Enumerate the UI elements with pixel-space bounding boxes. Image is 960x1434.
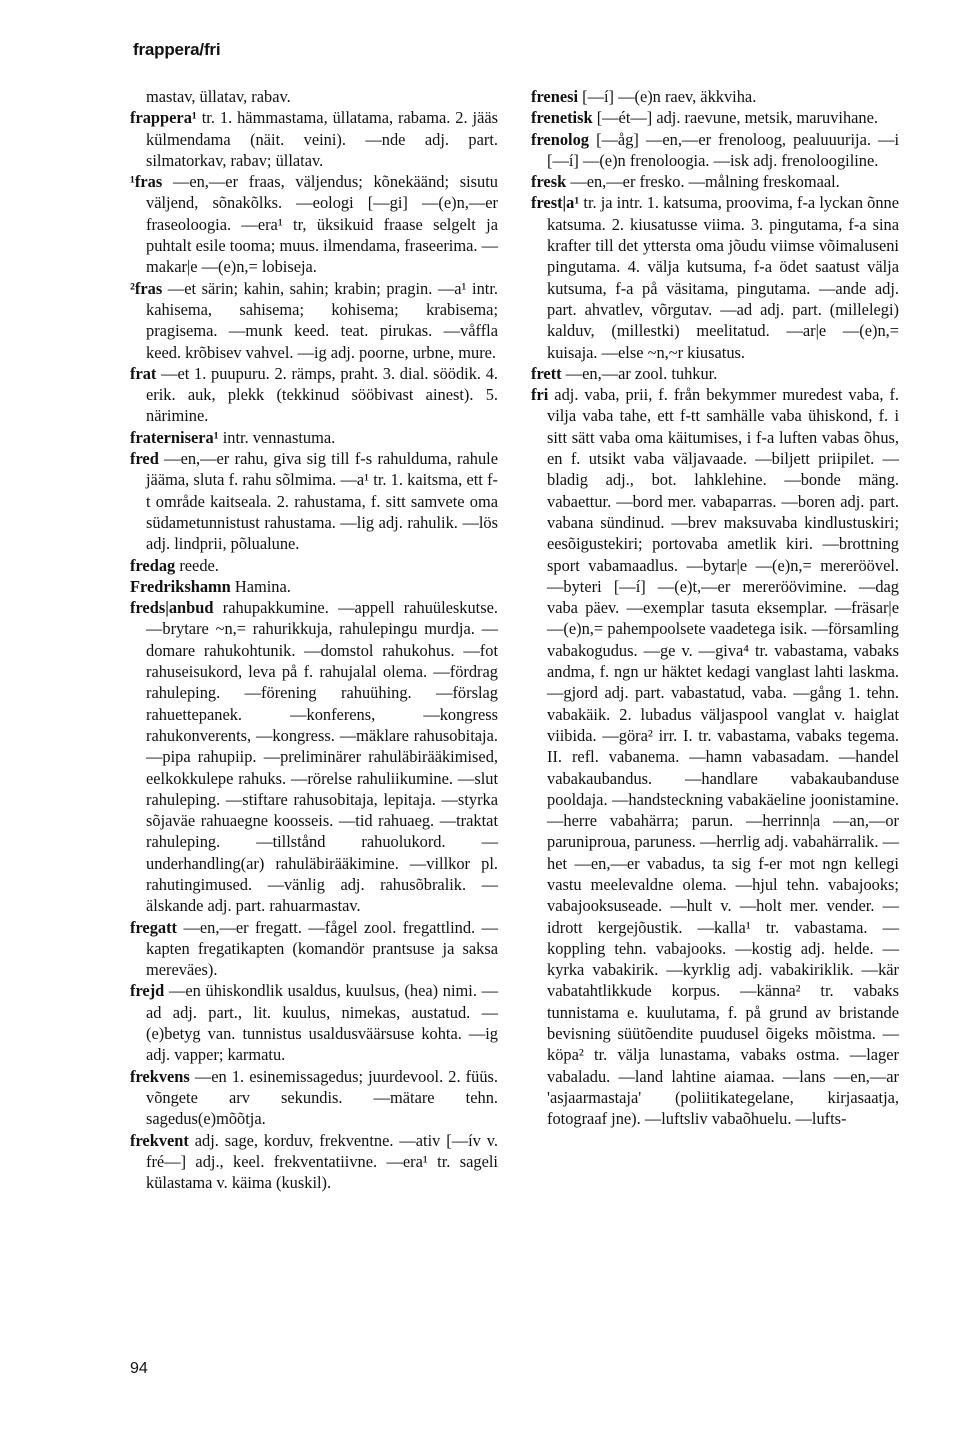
entry-headword: frekvent xyxy=(130,1130,189,1150)
entry-definition: mastav, üllatav, rabav. xyxy=(146,87,291,106)
entry-definition: —en,—ar zool. tuhkur. xyxy=(561,363,718,383)
dictionary-entry xyxy=(531,107,899,128)
entry-definition: —en ühiskondlik usaldus, kuulsus, (hea) nimi. —ad adj. part., lit. kuulus, nimekas, austatud. —(e)betyg van. tunnistus usaldusväärsuse kohta. —ig adj. vapper; karmatu. xyxy=(146,981,498,1065)
dictionary-entry xyxy=(531,384,899,1129)
entry-definition: rahupakkumine. —appell rahuüleskutse. —brytare ~n,= rahurikkuja, rahulepingu murdja. —domare rahukohtunik. —domstol rahukohus. —fot rahuseisukord, leva på f. rahujalal olema. —fördrag rahuleping. —förening rahuühing. —förslag rahuettepanek. —konferens, —kongress rahukonverents, —kongress. —mäklare rahusobitaja. —pipa rahupiip. —preliminärer rahuläbirääkimised, eelkokkulepe rahuks. —rörelse rahuliikumine. —slut rahuleping. —stiftare rahusobitaja, lepitaja. —styrka sõjaväe rahuaegne koosseis. —tid rahuaeg. —traktat rahuleping. —tillstånd rahuolukord. —underhandling(ar) rahuläbirääkimine. —villkor pl. rahutingimused. —vänlig adj. rahusõbralik. —älskande adj. part. rahuarmastav. xyxy=(146,598,498,916)
entry-headword: fred xyxy=(130,449,159,469)
left-column xyxy=(130,86,498,1193)
entry-definition: tr. 1. hämmastama, üllatama, rabama. 2. jääs külmendama (näit. veini). —nde adj. part. silmatorkav, rabav; üllatav. xyxy=(146,108,498,170)
entry-headword: fregatt xyxy=(130,917,178,937)
entry-headword: frenesi xyxy=(531,87,579,106)
dictionary-entry xyxy=(130,363,498,427)
dictionary-entry xyxy=(531,192,899,362)
entry-headword: frenolog xyxy=(531,129,589,149)
dictionary-entry xyxy=(130,917,498,981)
entry-headword: frappera¹ xyxy=(130,108,197,128)
dictionary-entry xyxy=(130,597,498,916)
entry-headword: frat xyxy=(130,363,157,383)
dictionary-entry xyxy=(130,107,498,171)
entry-definition: Hamina. xyxy=(230,576,291,596)
entry-definition: —en 1. esinemissagedus; juurdevool. 2. füüs. võngete arv sekundis. —mätare tehn. sagedus(e)mõõtja. xyxy=(146,1066,498,1129)
entry-definition: intr. vennastuma. xyxy=(218,427,336,447)
entry-headword: frenetisk xyxy=(531,108,593,128)
entry-headword: ¹fras xyxy=(130,172,163,192)
entry-definition: —en,—er fregatt. —fågel zool. fregattlind. —kapten fregatikapten (komandör prantsuse ja saksa mereväes). xyxy=(146,917,498,980)
entry-headword: frest|a¹ xyxy=(531,193,580,213)
dictionary-entry xyxy=(130,448,498,554)
entry-headword: fraternisera¹ xyxy=(130,427,219,447)
dictionary-entry xyxy=(130,980,498,1065)
entry-definition: [—ét—] adj. raevune, metsik, maruvihane. xyxy=(592,108,878,128)
entry-definition: adj. sage, korduv, frekventne. —ativ [—ív v. fré—] adj., keel. frekventatiivne. —era¹ tr. sageli külastama v. käima (kuskil). xyxy=(146,1130,498,1193)
dictionary-entry xyxy=(130,427,498,448)
entry-headword: fri xyxy=(531,385,549,405)
entry-headword: frett xyxy=(531,363,562,383)
entry-definition: reede. xyxy=(175,555,219,575)
dictionary-entry xyxy=(130,1130,498,1194)
entry-headword: frekvens xyxy=(130,1066,190,1086)
entry-definition: —et 1. puupuru. 2. rämps, praht. 3. dial. söödik. 4. erik. auk, plekk (tekkinud sööbivast ainest). 5. närimine. xyxy=(146,363,498,426)
dictionary-entry xyxy=(531,171,899,192)
entry-definition: adj. vaba, prii, f. från bekymmer muredest vaba, f. vilja vaba tahe, ett f-tt samhälle vaba ühiskond, f. i sitt sätt vaba oma käitumises, i f-a luften vabas õhus, en f. utsikt vaba väljavaade. —biljett priipilet. —bladig adj., bot. lahklehine. —bonde mäng. vabaettur. —bord mer. vabaparras. —boren adj. part. vabana sündinud. —brev maksuvaba kindlustuskiri; eesõigustekiri; portovaba ametlik kiri. —brottning sport vabamaadlus. —bytar|e —(e)n,= mereröövel. —byteri [—í] —(e)t,—er mereröövimine. —dag vaba päev. —exemplar tasuta eksemplar. —fräsar|e —(e)n,= pahempoolsete vaadetega isik. —församling vabakogudus. —ge v. —giva⁴ tr. vabastama, vabaks andma, f. ngn ur häktet kedagi vanglast lahti laskma. —gjord adj. part. vabastatud, vaba. —gång 1. tehn. vabakäik. 2. lubadus väljaspool vanglat v. haiglat viibida. —göra² irr. I. tr. vabastama, vabaks tegema. II. refl. vabanema. —hamn vabasadam. —handel vabakaubandus. —handlare vabakaubanduse pooldaja. —handsteckning vabakäeline joonistamine. —herre vabahärra; parun. —herrinn|a —an,—or paruniproua, paruness. —herrlig adj. vabahärralik. —het —en,—er vabadus, ta sig f-er mot ngn kellegi vastu meelevaldne olema. —hjul tehn. vabajooks; vabajooksuseade. —hult v. —holt mer. vender. —idrott kergejõustik. —kalla¹ tr. vabastama. —koppling tehn. vabajooks. —kostig adj. helde. —kyrka vabakirik. —kyrklig adj. vabakiriklik. —kär vabatahtlikkude korpus. —känna² tr. vabaks tunnistama e. kuulutama, f. på grund av bristande bevisning süütõendite puudusel õigeks mõistma. —köpa² tr. välja lunastama, vabaks ostma. —lager vabaladu. —land lahtine aiamaa. —lans —en,—ar 'asjaarmastaja' (poliitikategelane, kirjasaatja, fotograaf jne). —luftsliv vabaõhuelu. —lufts- xyxy=(547,385,899,1129)
dictionary-entry xyxy=(130,86,498,107)
entry-headword: Fredrikshamn xyxy=(130,576,231,596)
entry-headword: fredag xyxy=(130,555,176,575)
entry-definition: —en,—er rahu, giva sig till f-s rahulduma, rahule jääma, sluta f. rahu sõlmima. —a¹ tr. 1. kaitsma, ett f-t område kaitseala. 2. rahustama, f. sitt samvete oma südametunnistust rahustama. —lig adj. rahulik. —lös adj. lindprii, põlualune. xyxy=(146,449,498,554)
entry-definition: tr. ja intr. 1. katsuma, proovima, f-a lyckan õnne katsuma. 2. kiusatusse viima. 3. pingutama, f-a sina krafter till det yttersta oma jõudu viimse võimaluseni pingutama. 4. välja kutsuma, f-a ödet saatust välja kutsuma, f-a på väsitama, pingutama. —ande adj. part. ahvatlev, võrgutav. —ad adj. part. (millelegi) kalduv, (millestki) meelitatud. —ar|e —(e)n,= kuisaja. —else ~n,~r kiusatus. xyxy=(547,193,899,362)
dictionary-entry xyxy=(531,129,899,172)
dictionary-entry xyxy=(531,86,899,107)
entry-definition: [—åg] —en,—er frenoloog, pealuuurija. —i [—í] —(e)n frenoloogia. —isk adj. frenoloogiline. xyxy=(547,129,899,170)
entry-headword: frejd xyxy=(130,981,165,1001)
dictionary-entry xyxy=(130,171,498,277)
running-head: frappera/fri xyxy=(133,40,221,59)
entry-headword: ²fras xyxy=(130,278,163,298)
entry-headword: freds|anbud xyxy=(130,598,214,618)
entry-definition: —en,—er fraas, väljendus; kõnekäänd; sisutu väljend, sõnakõlks. —eologi [—gi] —(e)n,—er fraseoloogia. —era¹ tr, üksikuid fraase selgelt ja puhtalt esile tooma; muus. ilmendama, fraseerima. —makar|e —(e)n,= lobiseja. xyxy=(146,172,498,277)
entry-definition: —en,—er fresko. —målning freskomaal. xyxy=(566,172,840,192)
entry-headword: fresk xyxy=(531,172,567,192)
entry-definition: [—í] —(e)n raev, äkkviha. xyxy=(578,87,757,106)
dictionary-entry xyxy=(130,1066,498,1130)
right-column xyxy=(531,86,899,1130)
entry-definition: —et särin; kahin, sahin; krabin; pragin. —a¹ intr. kahisema, sahisema; kohisema; krabisema; pragisema. —munk keed. teat. pirukas. —våffla keed. krõbisev vahvel. —ig adj. poorne, urbne, mure. xyxy=(146,278,498,362)
dictionary-entry xyxy=(130,278,498,363)
dictionary-entry xyxy=(130,555,498,576)
dictionary-entry xyxy=(531,363,899,384)
dictionary-entry xyxy=(130,576,498,597)
page-number: 94 xyxy=(130,1360,148,1377)
